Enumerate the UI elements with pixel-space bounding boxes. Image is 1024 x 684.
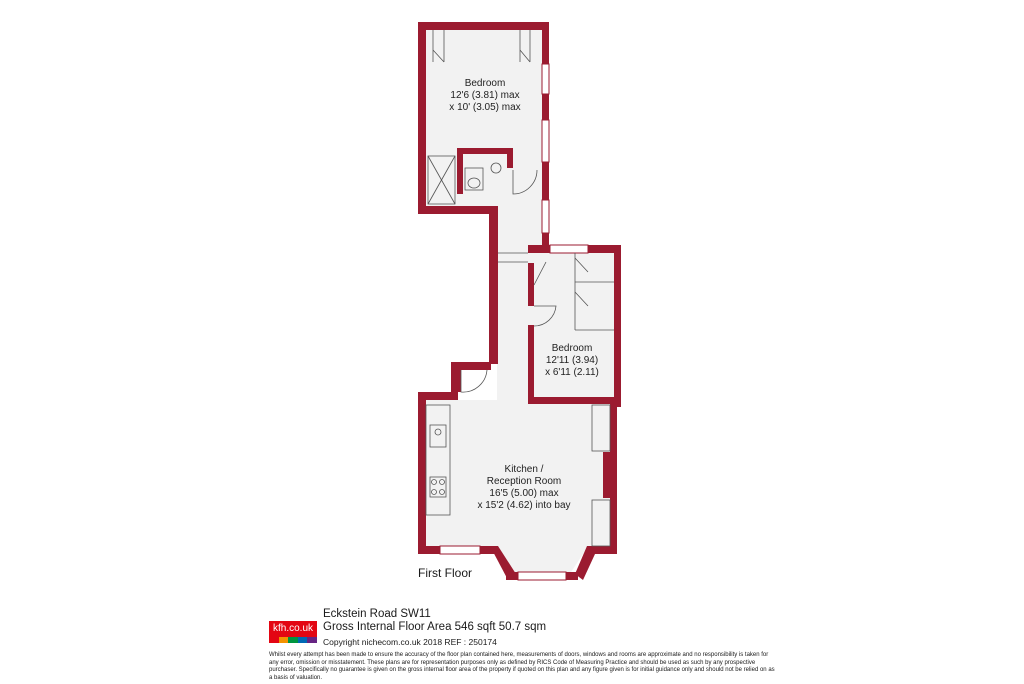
room-label-bedroom-2 [545,343,599,378]
disclaimer-text: Whilst every attempt has been made to ensure the accuracy of the floor plan contained here, measurements of doors, windows and rooms are approximate and no responsibility is taken for any error, omission or misstatement. These plans are for representation purposes only as defined by RICS Code of Measuring Practice and should be used as such by any prospective purchaser. Specifically no guarantee is given on the gross internal floor area of the property if quoted on this plan and any figure given is for initial guidance only and should not be relied on as a basis of valuation. [269,652,775,681]
floor-label: First Floor [418,566,472,580]
room-size: 12'11 (3.94) [545,355,599,366]
stripe-segment [269,637,279,643]
room-name: Kitchen / [504,464,544,475]
stripe-segment [298,637,308,643]
property-title: Eckstein Road SW11 [323,608,431,620]
copyright-text: Copyright nichecom.co.uk 2018 REF : 250174 [323,637,497,647]
stripe-segment [279,637,289,643]
room-size: x 6'11 (2.11) [545,367,599,378]
logo-stripe [269,637,317,643]
room-size: x 10' (3.05) max [449,102,521,113]
stripe-segment [307,637,317,643]
door-arc [461,370,487,392]
room-size: 16'5 (5.00) max [489,488,559,499]
room-size: 12'6 (3.81) max [450,90,520,101]
room-size: x 15'2 (4.62) into bay [477,500,571,511]
room-name: Bedroom [464,78,506,89]
room-name: Bedroom [551,343,593,354]
floor-area-text: Gross Internal Floor Area 546 sqft 50.7 sqm [323,621,547,633]
stripe-segment [288,637,298,643]
agent-logo: kfh.co.uk [269,621,317,637]
room-name: Reception Room [486,476,562,487]
